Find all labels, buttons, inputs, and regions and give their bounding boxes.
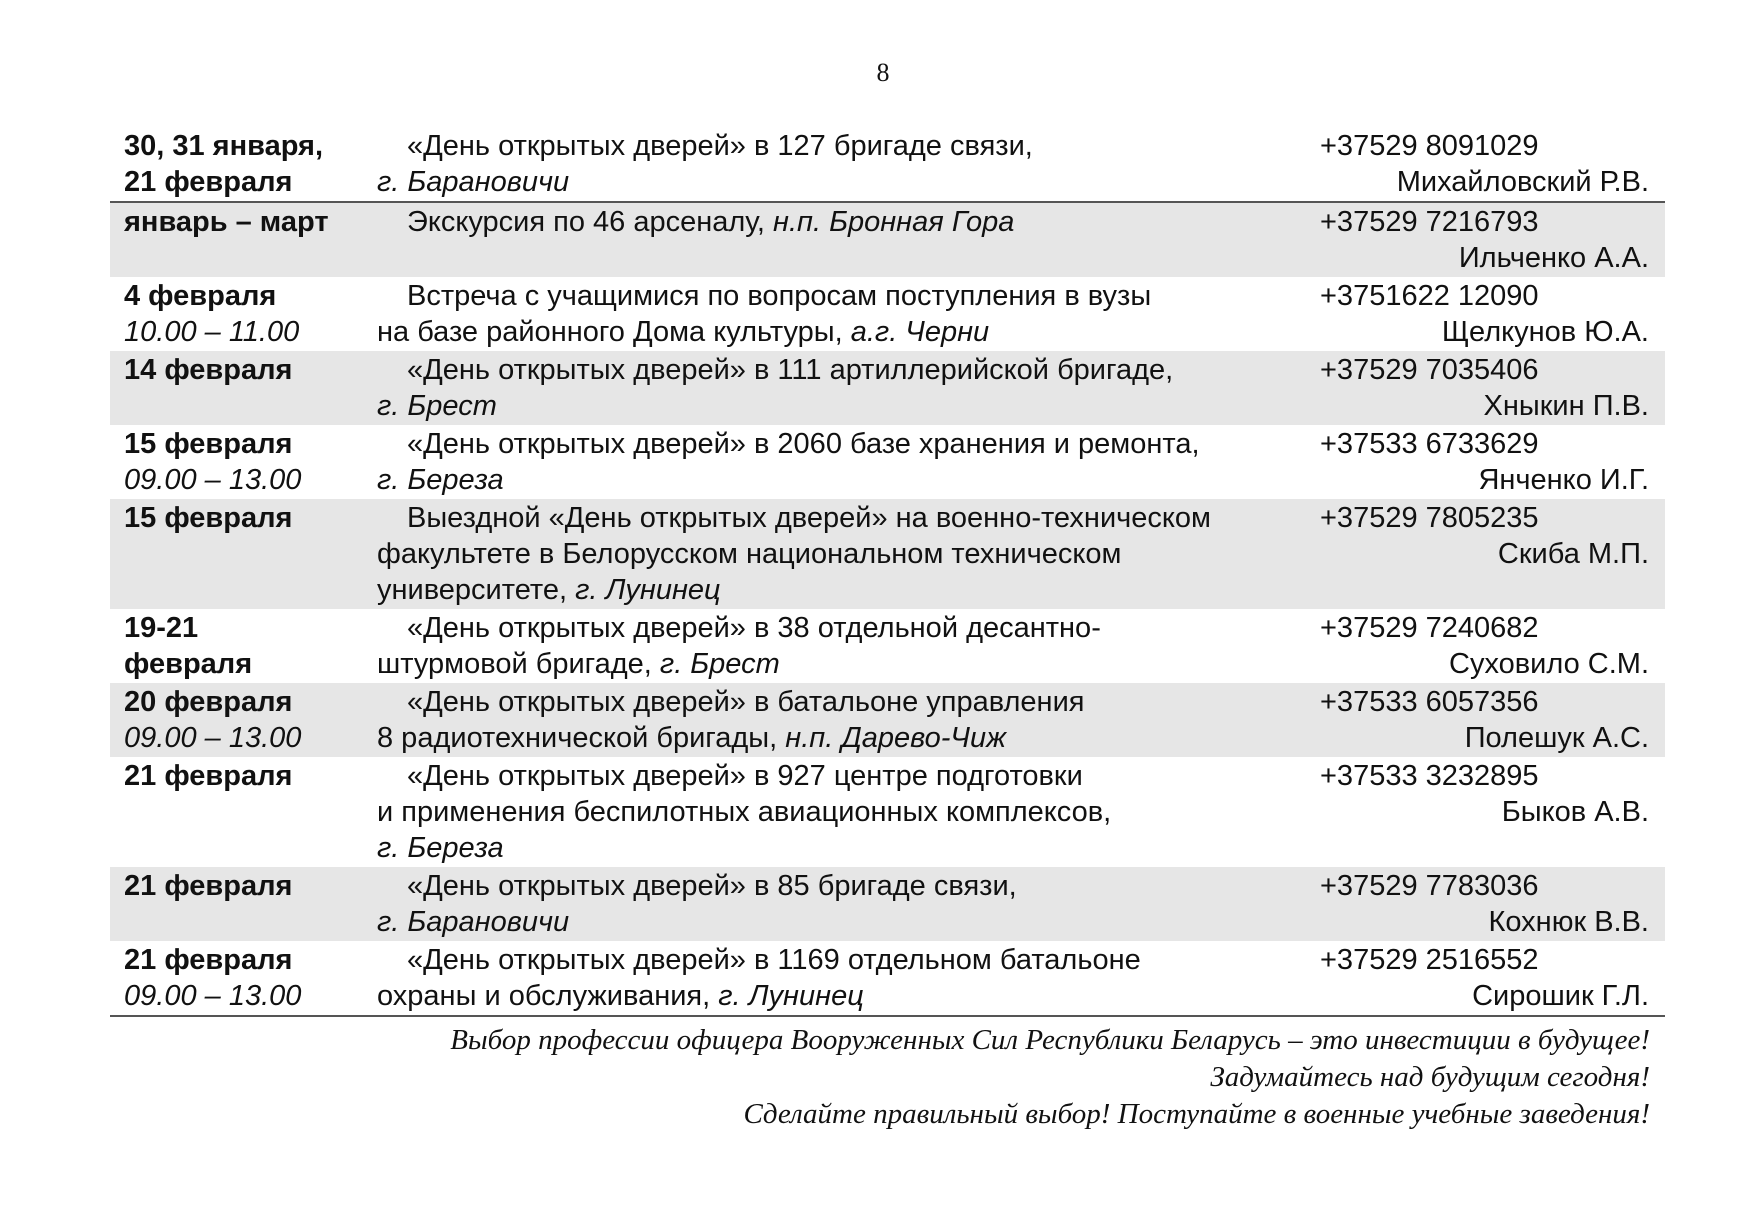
contact-cell [1320, 758, 1665, 866]
event-cell [365, 942, 1320, 1014]
table-row [110, 351, 1665, 425]
event-date: 19-21 [124, 612, 199, 644]
contact-cell [1320, 500, 1665, 608]
date-cell [110, 868, 365, 940]
event-description: «День открытых дверей» в 1169 отдельном батальоне [407, 944, 1141, 976]
event-cell [365, 758, 1320, 866]
event-place: г. Лунинец [718, 980, 864, 1012]
event-cell [365, 128, 1320, 200]
event-place: г. Барановичи [377, 166, 570, 198]
event-description: «День открытых дверей» в 111 артиллерийской бригаде, [407, 354, 1174, 386]
table-row [110, 201, 1665, 277]
date-cell [110, 128, 365, 200]
contact-person: Скиба М.П. [1497, 538, 1649, 570]
event-date: 21 февраля [124, 944, 293, 976]
table-row [110, 127, 1665, 201]
date-cell [110, 204, 365, 276]
contact-cell [1320, 204, 1665, 276]
table-row [110, 757, 1665, 867]
contact-person: Хныкин П.В. [1483, 390, 1649, 422]
table-row [110, 683, 1665, 757]
event-place: н.п. Дарево-Чиж [785, 722, 1007, 754]
contact-person: Михайловский Р.В. [1396, 166, 1649, 198]
event-description: Экскурсия по 46 арсеналу, н.п. Бронная Гора [407, 206, 1015, 238]
event-description-line-2: и применения беспилотных авиационных комплексов, [377, 796, 1112, 828]
contact-person: Суховило С.М. [1449, 648, 1649, 680]
event-date: 30, 31 января, [124, 130, 324, 162]
contact-person: Кохнюк В.В. [1488, 906, 1649, 938]
contact-cell [1320, 426, 1665, 498]
contact-phone: +37529 7035406 [1320, 354, 1539, 386]
footer-line-3: Сделайте правильный выбор! Поступайте в военные учебные заведения! [743, 1098, 1650, 1130]
event-description: «День открытых дверей» в 38 отдельной десантно- [407, 612, 1101, 644]
event-cell [365, 204, 1320, 276]
event-cell [365, 868, 1320, 940]
event-date: 21 февраля [124, 870, 293, 902]
contact-phone: +37529 8091029 [1320, 130, 1539, 162]
contact-phone: +37533 3232895 [1320, 760, 1539, 792]
event-date: 14 февраля [124, 354, 293, 386]
event-description: «День открытых дверей» в батальоне управления [407, 686, 1085, 718]
table-row [110, 941, 1665, 1015]
contact-cell [1320, 610, 1665, 682]
contact-cell [1320, 868, 1665, 940]
event-cell [365, 610, 1320, 682]
event-date: 20 февраля [124, 686, 293, 718]
date-cell [110, 758, 365, 866]
event-time: 09.00 – 13.00 [124, 464, 302, 496]
event-description-line-2: штурмовой бригаде, г. Брест [377, 648, 780, 680]
event-date: 4 февраля [124, 280, 277, 312]
event-schedule-table [110, 127, 1665, 1017]
date-cell [110, 942, 365, 1014]
contact-phone: +37529 7783036 [1320, 870, 1539, 902]
event-place: н.п. Бронная Гора [773, 206, 1015, 238]
table-row [110, 867, 1665, 941]
event-date-continued: 21 февраля [124, 166, 293, 198]
contact-cell [1320, 684, 1665, 756]
event-description-line-3: университете, г. Лунинец [377, 574, 721, 606]
event-description: «День открытых дверей» в 85 бригаде связи, [407, 870, 1017, 902]
footer-line-1: Выбор профессии офицера Вооруженных Сил Республики Беларусь – это инвестиции в будущее! [450, 1024, 1650, 1056]
contact-person: Ильченко А.А. [1458, 242, 1649, 274]
event-date: 15 февраля [124, 428, 293, 460]
date-cell [110, 278, 365, 350]
contact-person: Щелкунов Ю.А. [1441, 316, 1649, 348]
event-cell [365, 352, 1320, 424]
contact-phone: +37529 2516552 [1320, 944, 1539, 976]
event-description-line-2: на базе районного Дома культуры, а.г. Черни [377, 316, 990, 348]
date-cell [110, 684, 365, 756]
contact-phone: +37533 6057356 [1320, 686, 1539, 718]
table-row [110, 277, 1665, 351]
contact-phone: +37529 7240682 [1320, 612, 1539, 644]
contact-cell [1320, 352, 1665, 424]
date-cell [110, 352, 365, 424]
event-place: г. Береза [377, 832, 504, 864]
contact-phone: +3751622 12090 [1320, 280, 1539, 312]
footer-line-2: Задумайтесь над будущим сегодня! [1210, 1061, 1650, 1093]
page-number: 8 [876, 58, 890, 87]
event-cell [365, 426, 1320, 498]
event-place: г. Брест [377, 390, 497, 422]
event-place: г. Барановичи [377, 906, 570, 938]
event-description: «День открытых дверей» в 127 бригаде связи, [407, 130, 1033, 162]
contact-phone: +37529 7216793 [1320, 206, 1539, 238]
date-cell [110, 500, 365, 608]
event-place: г. Береза [377, 464, 504, 496]
table-row [110, 425, 1665, 499]
event-date: 21 февраля [124, 760, 293, 792]
event-description: «День открытых дверей» в 2060 базе хранения и ремонта, [407, 428, 1200, 460]
event-description: Встреча с учащимися по вопросам поступления в вузы [407, 280, 1152, 312]
event-cell [365, 278, 1320, 350]
event-place: а.г. Черни [850, 316, 990, 348]
contact-cell [1320, 128, 1665, 200]
event-date: январь – март [124, 206, 329, 238]
contact-cell [1320, 278, 1665, 350]
event-date-continued: февраля [124, 648, 253, 680]
table-row [110, 609, 1665, 683]
contact-phone: +37533 6733629 [1320, 428, 1539, 460]
event-date: 15 февраля [124, 502, 293, 534]
event-time: 09.00 – 13.00 [124, 722, 302, 754]
event-cell [365, 684, 1320, 756]
event-place: г. Лунинец [575, 574, 721, 606]
event-description-line-2: 8 радиотехнической бригады, н.п. Дарево-Чиж [377, 722, 1007, 754]
date-cell [110, 610, 365, 682]
contact-phone: +37529 7805235 [1320, 502, 1539, 534]
table-row [110, 499, 1665, 609]
contact-person: Янченко И.Г. [1478, 464, 1649, 496]
event-description: Выездной «День открытых дверей» на военно-техническом [407, 502, 1211, 534]
date-cell [110, 426, 365, 498]
event-description-line-2: факультете в Белорусском национальном техническом [377, 538, 1122, 570]
event-time: 09.00 – 13.00 [124, 980, 302, 1012]
event-description-line-2: охраны и обслуживания, г. Лунинец [377, 980, 864, 1012]
event-place: г. Брест [659, 648, 780, 680]
contact-person: Полешук А.С. [1464, 722, 1649, 754]
contact-person: Быков А.В. [1501, 796, 1649, 828]
event-description: «День открытых дверей» в 927 центре подготовки [407, 760, 1083, 792]
contact-cell [1320, 942, 1665, 1014]
contact-person: Сирошик Г.Л. [1472, 980, 1649, 1012]
event-cell [365, 500, 1320, 608]
event-time: 10.00 – 11.00 [124, 316, 300, 348]
footer-slogan [250, 1022, 1650, 1133]
